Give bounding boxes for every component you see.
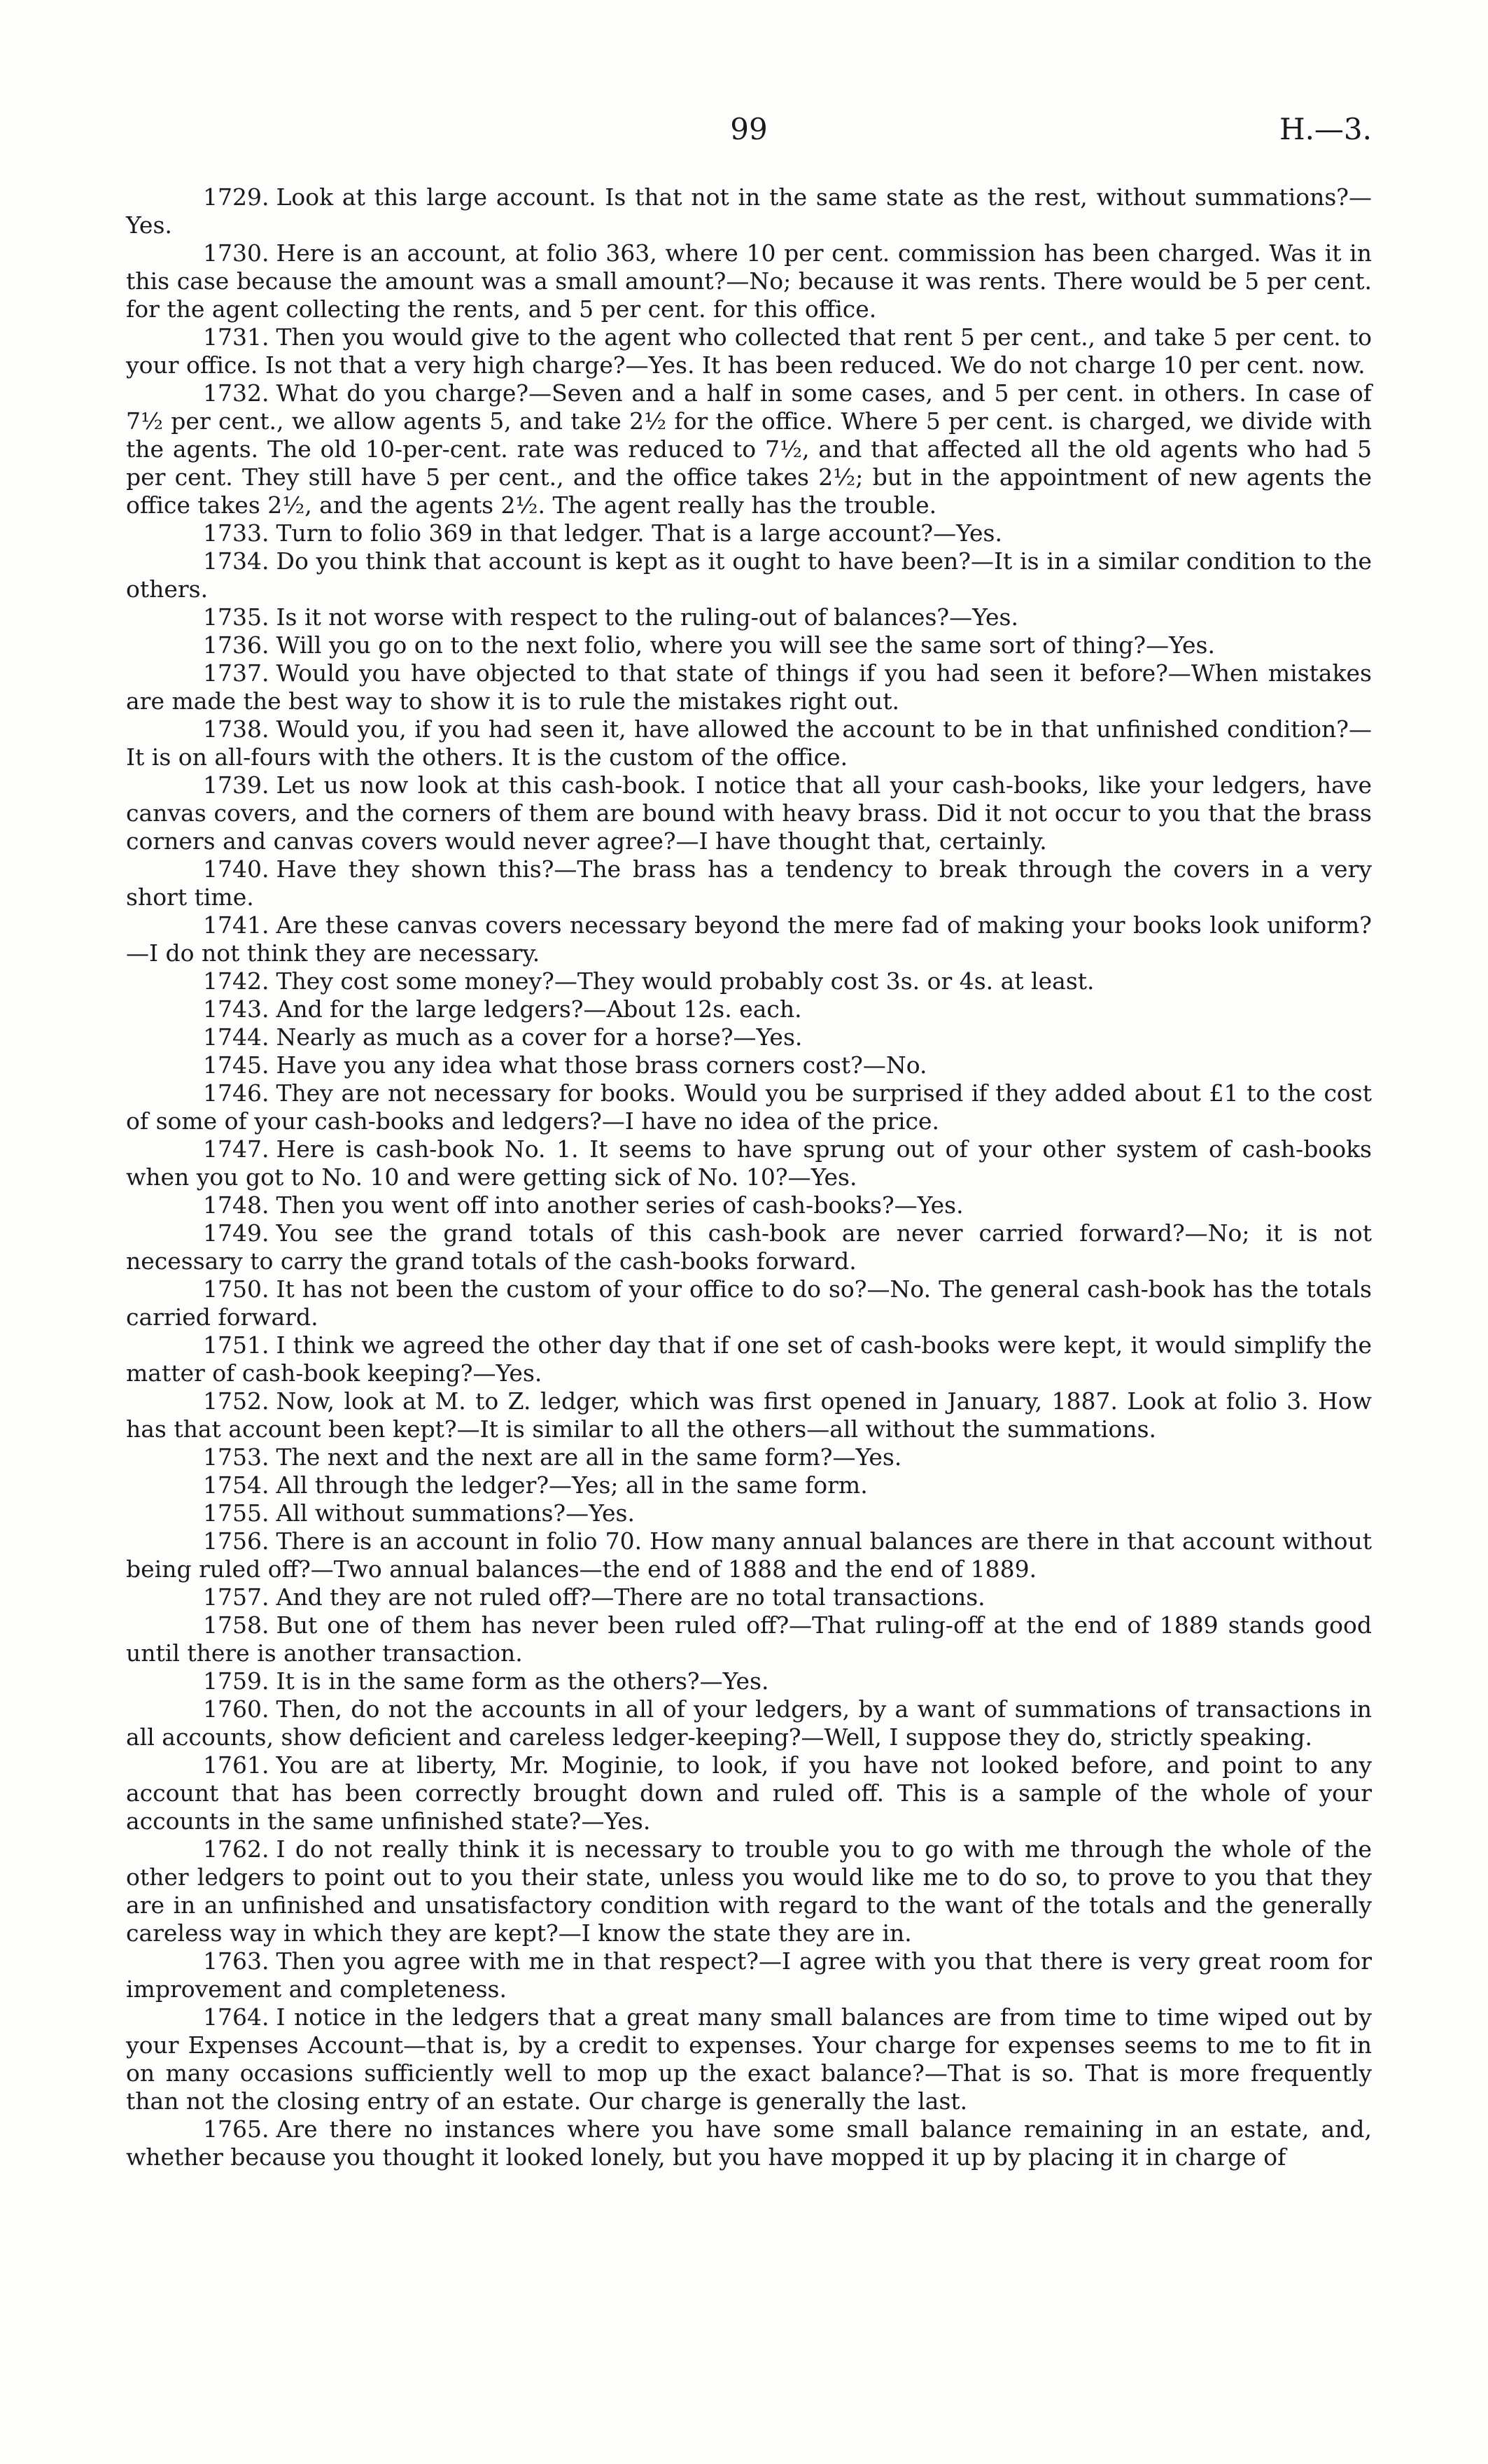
question-text: Let us now look at this cash-book. I notice that all your cash-books, like your ledgers, have canvas covers, and the corners of them are bound with heavy brass. Did it not occur to you that the brass corners and canvas covers would never agree?—I have thought that, certainly. — [126, 771, 1372, 855]
question-paragraph — [126, 1219, 1372, 1275]
question-text: And they are not ruled off?—There are no total transactions. — [276, 1583, 985, 1611]
question-number: 1755. — [203, 1499, 269, 1527]
question-text: But one of them has never been ruled off?—That ruling-off at the end of 1889 stands good until there is another transaction. — [126, 1611, 1372, 1667]
page-number: 99 — [730, 112, 768, 146]
question-number: 1765. — [203, 2115, 269, 2143]
question-paragraph — [126, 323, 1372, 379]
question-text: Then, do not the accounts in all of your ledgers, by a want of summations of transactions in all accounts, show deficient and careless ledger-keeping?—Well, I suppose they do, strictly speaking. — [126, 1695, 1372, 1751]
question-text: Then you would give to the agent who collected that rent 5 per cent., and take 5 per cent. to your office. Is not that a very high charge?—Yes. It has been reduced. We do not charge 10 per cent. now. — [126, 323, 1372, 379]
question-number: 1757. — [203, 1583, 269, 1611]
question-paragraph — [126, 1023, 1372, 1051]
question-paragraph — [126, 715, 1372, 771]
question-text: It has not been the custom of your office to do so?—No. The general cash-book has the totals carried forward. — [126, 1275, 1372, 1331]
question-number: 1739. — [203, 771, 269, 799]
question-paragraph — [126, 1667, 1372, 1695]
question-text: What do you charge?—Seven and a half in some cases, and 5 per cent. in others. In case of 7½ per cent., we allow agents 5, and take 2½ for the office. Where 5 per cent. is charged, we divide with the agents. The old 10-per-cent. rate was reduced to 7½, and that affected all the old agents who had 5 per cent. They still have 5 per cent., and the office takes 2½; but in the appointment of new agents the office takes 2½, and the agents 2½. The agent really has the trouble. — [126, 379, 1372, 519]
question-number: 1751. — [203, 1331, 269, 1359]
evidence-text — [126, 183, 1372, 2171]
question-number: 1750. — [203, 1275, 269, 1303]
question-number: 1738. — [203, 715, 269, 743]
question-paragraph — [126, 1051, 1372, 1079]
question-number: 1746. — [203, 1079, 269, 1107]
question-number: 1731. — [203, 323, 269, 351]
question-paragraph — [126, 995, 1372, 1023]
page-header — [126, 112, 1372, 161]
question-paragraph — [126, 631, 1372, 659]
question-text: You see the grand totals of this cash-book are never carried forward?—No; it is not necessary to carry the grand totals of the cash-books forward. — [126, 1219, 1372, 1275]
question-paragraph — [126, 1471, 1372, 1499]
question-text: Would you have objected to that state of things if you had seen it before?—When mistakes are made the best way to show it is to rule the mistakes right out. — [126, 659, 1372, 715]
question-paragraph — [126, 1583, 1372, 1611]
question-paragraph — [126, 1835, 1372, 1947]
question-paragraph — [126, 1331, 1372, 1387]
document-code: H.—3. — [1279, 112, 1372, 146]
question-number: 1749. — [203, 1219, 269, 1247]
question-paragraph — [126, 1751, 1372, 1835]
question-paragraph — [126, 1611, 1372, 1667]
question-paragraph — [126, 967, 1372, 995]
question-number: 1734. — [203, 547, 269, 575]
question-number: 1752. — [203, 1387, 269, 1415]
question-number: 1758. — [203, 1611, 269, 1639]
question-number: 1763. — [203, 1947, 269, 1975]
question-paragraph — [126, 1079, 1372, 1135]
question-paragraph — [126, 1527, 1372, 1583]
question-number: 1735. — [203, 603, 269, 631]
question-text: Nearly as much as a cover for a horse?—Yes. — [276, 1023, 803, 1051]
question-paragraph — [126, 2003, 1372, 2115]
question-paragraph — [126, 771, 1372, 855]
question-text: There is an account in folio 70. How many annual balances are there in that account without being ruled off?—Two annual balances—the end of 1888 and the end of 1889. — [126, 1527, 1372, 1583]
question-paragraph — [126, 547, 1372, 603]
question-paragraph — [126, 1191, 1372, 1219]
question-text: Then you agree with me in that respect?—I agree with you that there is very great room for improvement and completeness. — [126, 1947, 1372, 2003]
question-text: Then you went off into another series of cash-books?—Yes. — [276, 1191, 964, 1219]
question-number: 1736. — [203, 631, 269, 659]
question-text: And for the large ledgers?—About 12s. each. — [276, 995, 802, 1023]
question-text: You are at liberty, Mr. Moginie, to look, if you have not looked before, and point to any account that has been correctly brought down and ruled off. This is a sample of the whole of your accounts in the same unfinished state?—Yes. — [126, 1751, 1372, 1835]
question-paragraph — [126, 1947, 1372, 2003]
question-text: Do you think that account is kept as it ought to have been?—It is in a similar condition to the others. — [126, 547, 1372, 603]
question-text: Now, look at M. to Z. ledger, which was first opened in January, 1887. Look at folio 3. How has that account been kept?—It is similar to all the others—all without the summations. — [126, 1387, 1372, 1443]
question-text: I think we agreed the other day that if one set of cash-books were kept, it would simplify the matter of cash-book keeping?—Yes. — [126, 1331, 1372, 1387]
question-text: Will you go on to the next folio, where you will see the same sort of thing?—Yes. — [276, 631, 1215, 659]
question-number: 1745. — [203, 1051, 269, 1079]
question-number: 1747. — [203, 1135, 269, 1163]
question-paragraph — [126, 1275, 1372, 1331]
question-paragraph — [126, 659, 1372, 715]
question-number: 1730. — [203, 239, 269, 267]
question-text: Turn to folio 369 in that ledger. That is a large account?—Yes. — [276, 519, 1002, 547]
question-paragraph — [126, 911, 1372, 967]
question-text: The next and the next are all in the same form?—Yes. — [276, 1443, 902, 1471]
question-number: 1759. — [203, 1667, 269, 1695]
question-paragraph — [126, 379, 1372, 519]
question-text: Here is cash-book No. 1. It seems to have sprung out of your other system of cash-books when you got to No. 10 and were getting sick of No. 10?—Yes. — [126, 1135, 1372, 1191]
question-paragraph — [126, 855, 1372, 911]
question-number: 1764. — [203, 2003, 269, 2031]
question-number: 1762. — [203, 1835, 269, 1863]
question-number: 1729. — [203, 183, 269, 211]
question-number: 1744. — [203, 1023, 269, 1051]
question-text: They cost some money?—They would probably cost 3s. or 4s. at least. — [276, 967, 1095, 995]
question-paragraph — [126, 603, 1372, 631]
question-number: 1732. — [203, 379, 269, 407]
question-text: Have you any idea what those brass corners cost?—No. — [276, 1051, 927, 1079]
question-paragraph — [126, 1499, 1372, 1527]
question-paragraph — [126, 1135, 1372, 1191]
question-text: Are there no instances where you have some small balance remaining in an estate, and, whether because you thought it looked lonely, but you have mopped it up by placing it in charge of — [126, 2115, 1372, 2171]
question-paragraph — [126, 519, 1372, 547]
question-text: I do not really think it is necessary to trouble you to go with me through the whole of the other ledgers to point out to you their state, unless you would like me to do so, to prove to you that they are in an unfinished and unsatisfactory condition with regard to the want of the totals and the generally careless way in which they are kept?—I know the state they are in. — [126, 1835, 1372, 1947]
question-text: Have they shown this?—The brass has a tendency to break through the covers in a very short time. — [126, 855, 1372, 911]
question-number: 1753. — [203, 1443, 269, 1471]
question-number: 1743. — [203, 995, 269, 1023]
question-text: All without summations?—Yes. — [276, 1499, 635, 1527]
question-number: 1748. — [203, 1191, 269, 1219]
question-text: It is in the same form as the others?—Yes. — [276, 1667, 769, 1695]
question-number: 1737. — [203, 659, 269, 687]
question-number: 1741. — [203, 911, 269, 939]
question-number: 1733. — [203, 519, 269, 547]
question-text: Would you, if you had seen it, have allowed the account to be in that unfinished condition?—It is on all-fours with the others. It is the custom of the office. — [126, 715, 1372, 771]
question-text: Is it not worse with respect to the ruling-out of balances?—Yes. — [276, 603, 1018, 631]
question-number: 1761. — [203, 1751, 269, 1779]
question-text: Here is an account, at folio 363, where 10 per cent. commission has been charged. Was it in this case because the amount was a small amount?—No; because it was rents. There would be 5 per cent. for the agent collecting the rents, and 5 per cent. for this office. — [126, 239, 1372, 323]
question-paragraph — [126, 1387, 1372, 1443]
question-text: All through the ledger?—Yes; all in the same form. — [276, 1471, 868, 1499]
question-paragraph — [126, 183, 1372, 239]
question-number: 1760. — [203, 1695, 269, 1723]
question-paragraph — [126, 1443, 1372, 1471]
question-text: Look at this large account. Is that not in the same state as the rest, without summations?—Yes. — [126, 183, 1372, 239]
question-text: Are these canvas covers necessary beyond the mere fad of making your books look uniform?—I do not think they are necessary. — [126, 911, 1372, 967]
question-paragraph — [126, 239, 1372, 323]
question-number: 1742. — [203, 967, 269, 995]
question-paragraph — [126, 2115, 1372, 2171]
question-paragraph — [126, 1695, 1372, 1751]
question-text: I notice in the ledgers that a great many small balances are from time to time wiped out by your Expenses Account—that is, by a credit to expenses. Your charge for expenses seems to me to fit in on many occasions sufficiently well to mop up the exact balance?—That is so. That is more frequently than not the closing entry of an estate. Our charge is generally the last. — [126, 2003, 1372, 2115]
question-text: They are not necessary for books. Would you be surprised if they added about £1 to the cost of some of your cash-books and ledgers?—I have no idea of the price. — [126, 1079, 1372, 1135]
question-number: 1740. — [203, 855, 269, 883]
question-number: 1754. — [203, 1471, 269, 1499]
question-number: 1756. — [203, 1527, 269, 1555]
